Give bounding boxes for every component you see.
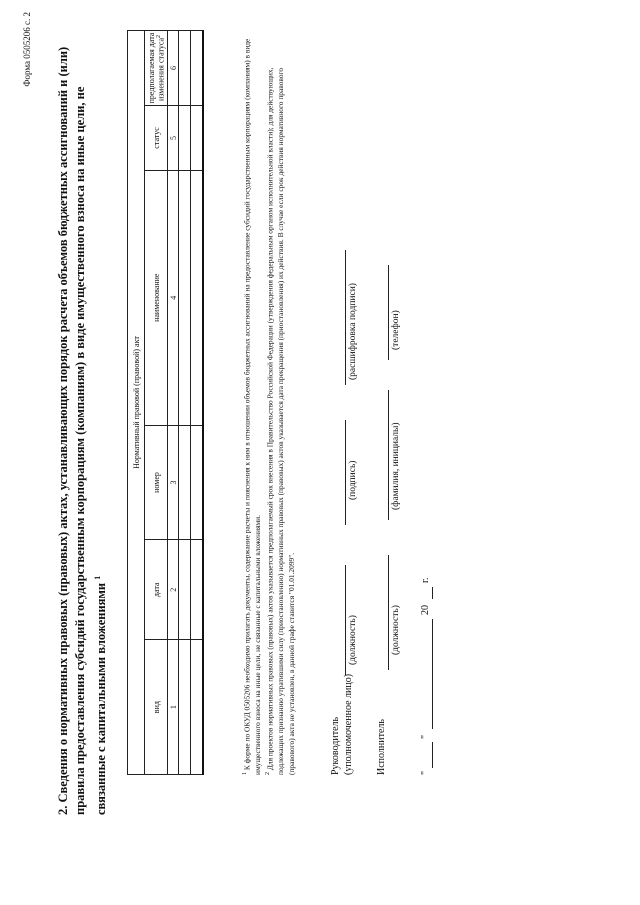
executor-phone-caption: (телефон)	[391, 310, 401, 350]
head-name-caption: (расшифровка подписи)	[348, 283, 358, 380]
column-header-status-change-date	[145, 31, 168, 106]
column-number: 3	[168, 425, 179, 540]
head-position-caption: (должность)	[348, 615, 358, 665]
footnote-text: Для проектов нормативных правовых (правовых) актов указывается предполагаемый срок внесения в Правительство Российской Федерации (утверждения федеральным органом исполнительной власти); для действующих, подлежащих признанию утратившими силу (приостановлению) нормативных правовых (правовых) актов указывается дата прекращения (приостановления) их действия. В случае если срок действия нормативного правового (правового) акта не установлен, в данной графе ставится "01.01.2099".	[265, 67, 296, 775]
executor-phone-line[interactable]	[388, 265, 389, 360]
legal-acts-table	[127, 30, 204, 775]
table-cell[interactable]	[191, 425, 204, 540]
table-cell[interactable]	[191, 540, 204, 640]
column-number: 5	[168, 106, 179, 171]
table-row	[179, 31, 191, 775]
column-number: 2	[168, 540, 179, 640]
table-cell[interactable]	[179, 640, 191, 775]
head-sublabel: (уполномоченное лицо)	[343, 673, 354, 775]
date-year-prefix: 20	[420, 605, 431, 615]
executor-name-caption: (фамилия, инициалы)	[391, 422, 401, 510]
table-cell[interactable]	[191, 640, 204, 775]
table-cell[interactable]	[191, 31, 204, 106]
column-header-number: номер	[145, 425, 168, 540]
head-label: Руководитель	[330, 716, 341, 775]
table-cell[interactable]	[179, 31, 191, 106]
date-quote-close: "	[420, 734, 431, 739]
footnote-1	[240, 30, 263, 775]
head-name-line[interactable]	[345, 250, 346, 385]
column-header-kind: вид	[145, 640, 168, 775]
table-cell[interactable]	[179, 425, 191, 540]
footnote-text: К форме по ОКУД 0505206 необходимо прилагать документы, содержание расчеты и пояснения к ним в отношении объемов бюджетных ассигнований на предоставление субсидий государственным корпорациям (компаниям) в виде имущественного взноса на иные цели, не связанные с капитальными вложениями.	[242, 38, 262, 775]
footnote-mark: 1	[242, 772, 248, 775]
table-cell[interactable]	[191, 106, 204, 171]
table-row	[191, 31, 204, 775]
column-header-status: статус	[145, 106, 168, 171]
executor-name-line[interactable]	[388, 390, 389, 520]
table-cell[interactable]	[179, 540, 191, 640]
head-position-line[interactable]	[345, 565, 346, 675]
table-cell[interactable]	[179, 170, 191, 425]
table-cell[interactable]	[191, 170, 204, 425]
status-change-footnote-mark: 2	[155, 34, 162, 38]
date-day-line[interactable]	[432, 742, 433, 768]
head-signature-caption: (подпись)	[348, 460, 358, 500]
table-cell[interactable]	[179, 106, 191, 171]
section-heading-text: 2. Сведения о нормативных правовых (правовых) актах, устанавливающих порядок расчета объемов бюджетных ассигнований и (или) правила предоставления субсидий государственным корпорациям (компаниям) в виде имущественного взноса на иные цели, не связанные с капитальными вложениями	[56, 46, 109, 815]
heading-footnote-mark: 1	[93, 575, 102, 580]
footnotes	[240, 30, 297, 775]
executor-label: Исполнитель	[376, 719, 387, 775]
column-number: 4	[168, 170, 179, 425]
form-code: Форма 0505206 с. 2	[22, 12, 32, 87]
head-signature-line[interactable]	[345, 420, 346, 525]
column-number: 1	[168, 640, 179, 775]
column-header-name: наименование	[145, 170, 168, 425]
executor-position-line[interactable]	[388, 555, 389, 670]
status-change-label: предполагаемая дата изменения статуса	[146, 32, 166, 104]
column-header-date: дата	[145, 540, 168, 640]
table-group-header: Нормативный правовой (правовой) акт	[128, 31, 145, 775]
footnote-mark: 2	[265, 772, 272, 775]
executor-position-caption: (должность)	[391, 605, 401, 655]
section-heading	[55, 25, 110, 815]
column-number: 6	[168, 31, 179, 106]
date-suffix: г.	[420, 577, 431, 583]
date-month-line[interactable]	[432, 619, 433, 729]
date-quote-open: "	[420, 770, 431, 775]
date-year-line[interactable]	[432, 587, 433, 599]
footnote-2	[263, 30, 297, 775]
